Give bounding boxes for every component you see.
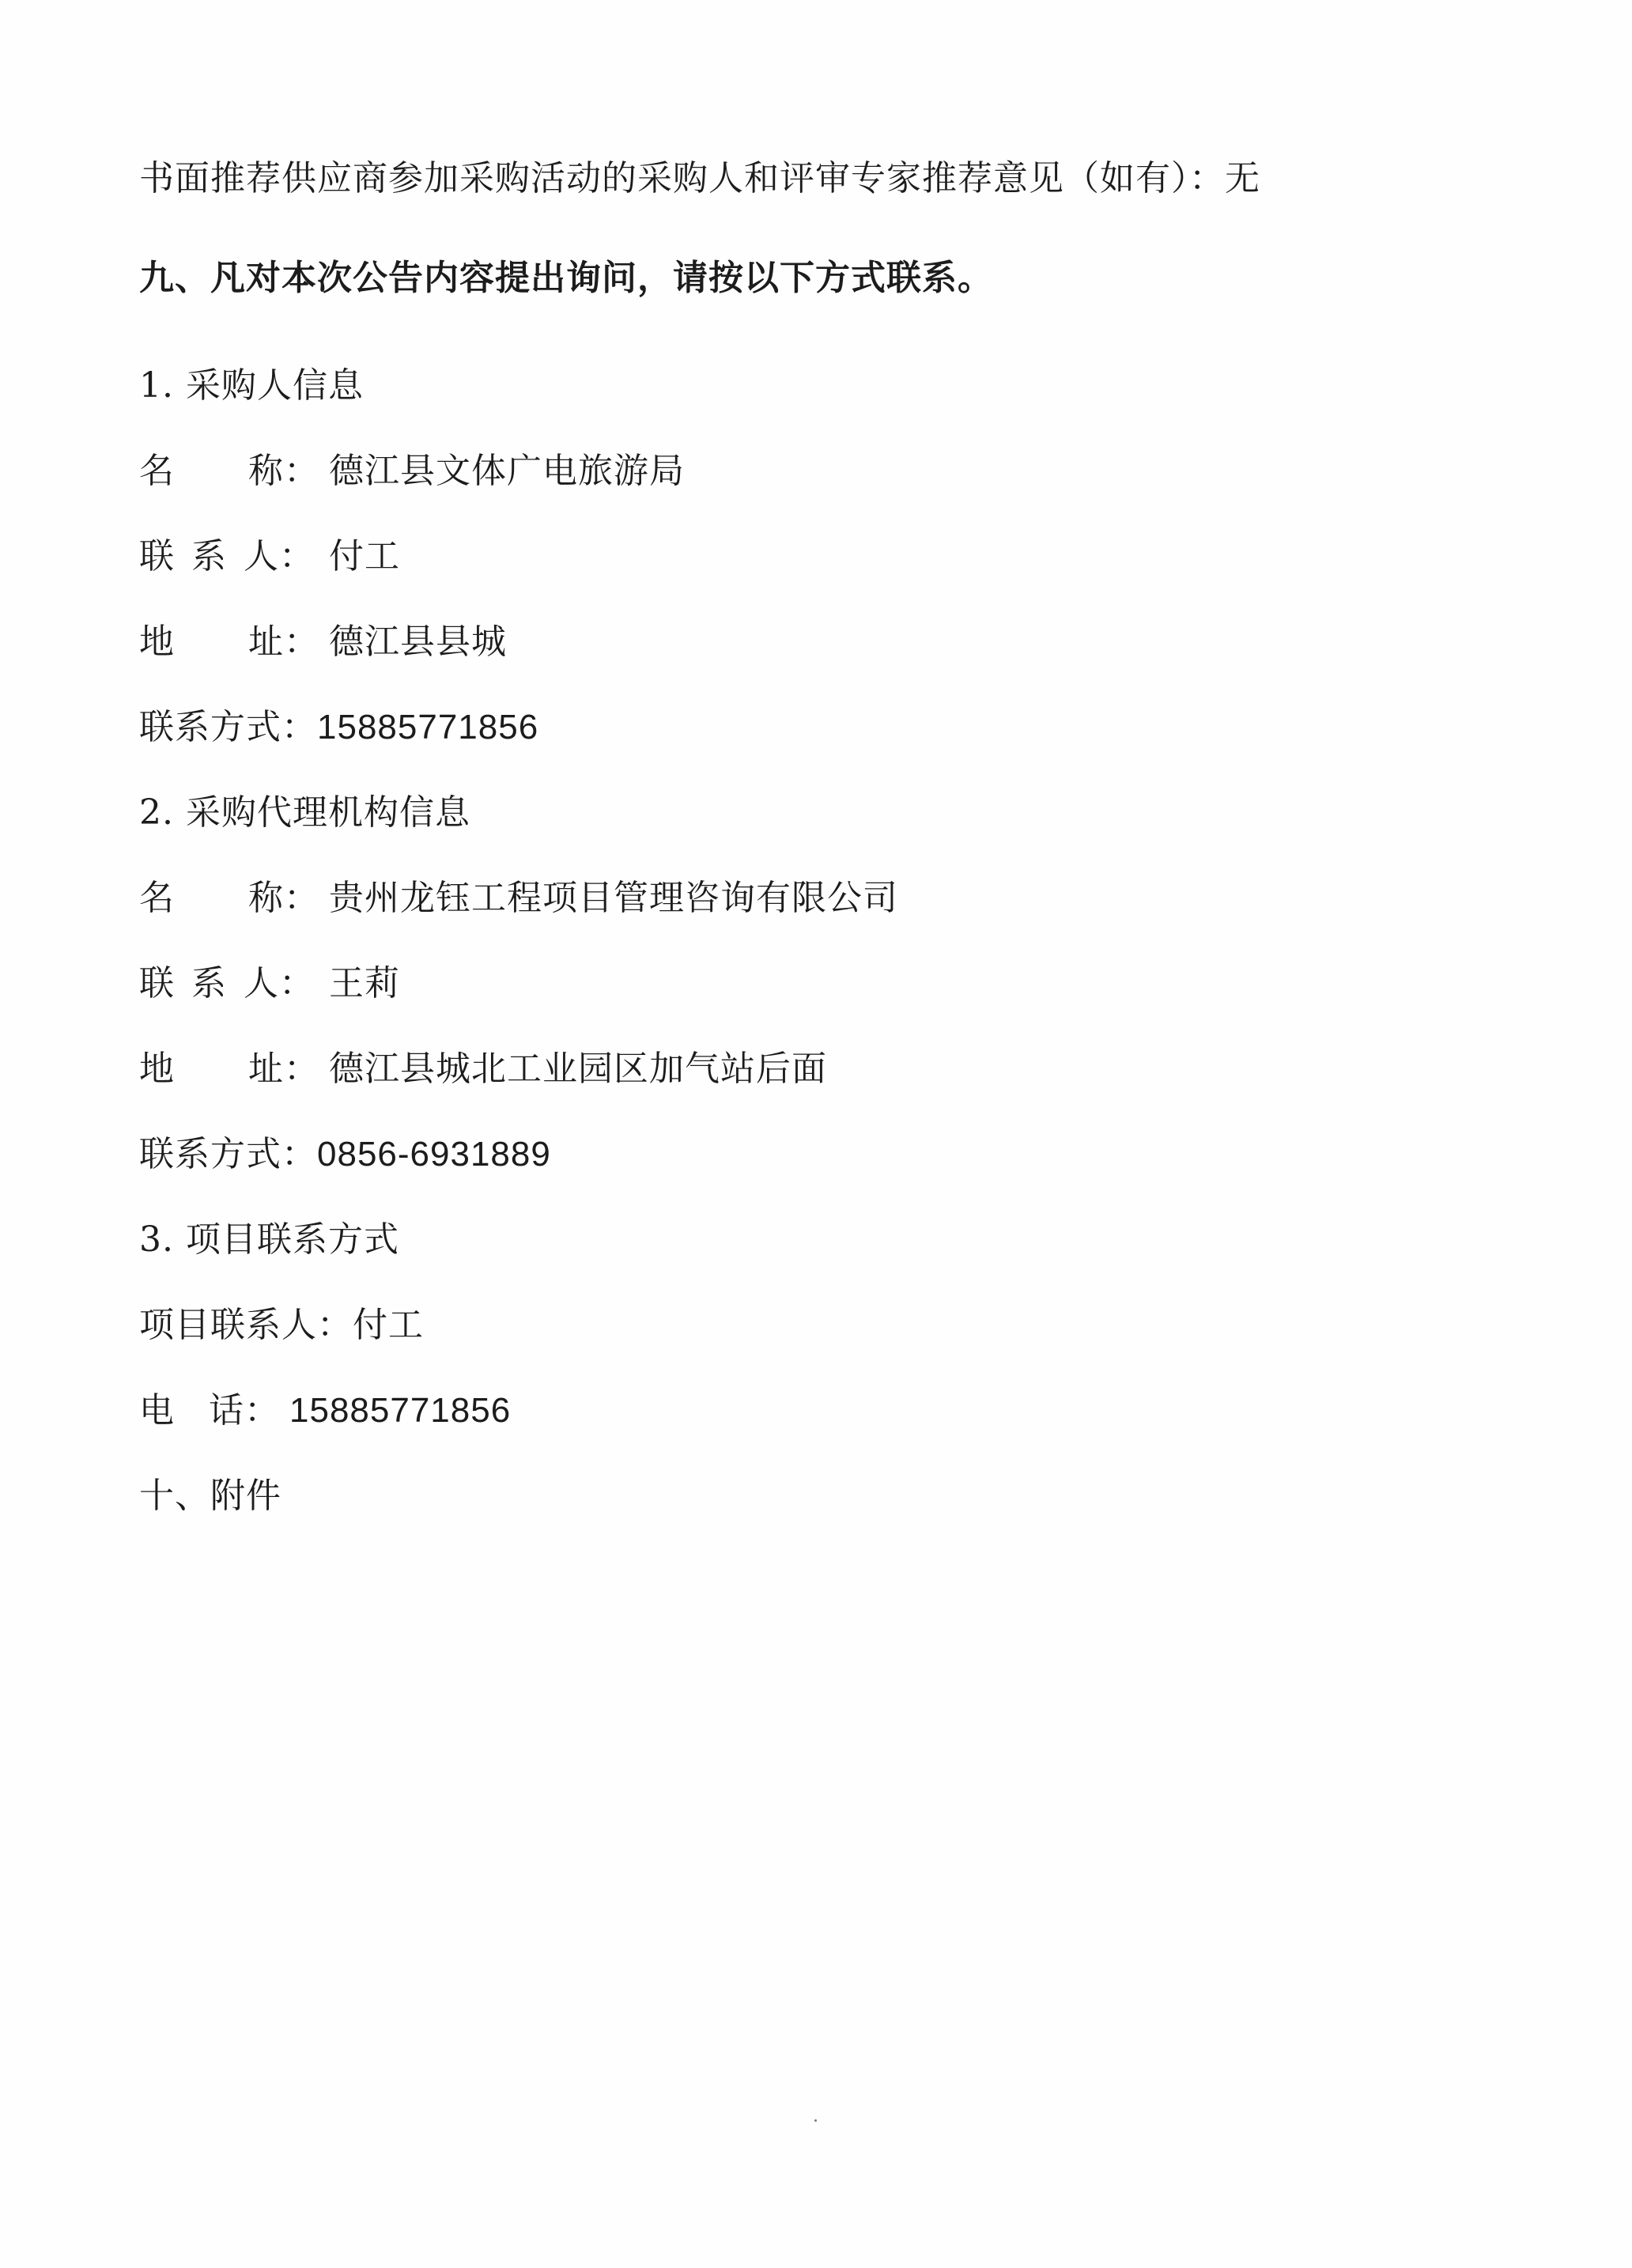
purchaser-name-label: 名 称： — [139, 451, 319, 491]
purchaser-name-row — [139, 449, 685, 493]
project-contact-heading-text: 3. 项目联系方式 — [139, 1219, 399, 1260]
purchaser-phone-row — [139, 705, 538, 750]
scan-speck — [814, 2119, 817, 2122]
purchaser-address-label: 地 址： — [139, 622, 319, 662]
project-contact-value: 付工 — [353, 1305, 424, 1345]
agency-phone-value: 0856-6931889 — [317, 1135, 551, 1174]
agency-info-heading — [139, 791, 470, 835]
project-tel-row — [139, 1389, 511, 1433]
agency-address-value: 德江县城北工业园区加气站后面 — [329, 1049, 827, 1089]
purchaser-address-value: 德江县县城 — [329, 622, 507, 662]
section-10-heading-text: 十、附件 — [139, 1476, 281, 1516]
agency-phone-label: 联系方式： — [139, 1134, 317, 1174]
agency-name-row — [139, 876, 898, 920]
purchaser-contact-row — [139, 535, 400, 579]
agency-phone-row — [139, 1132, 551, 1177]
purchaser-contact-label: 联 系 人： — [139, 536, 315, 576]
recommendation-opinion-text: 书面推荐供应商参加采购活动的采购人和评审专家推荐意见（如有）：无 — [139, 158, 1260, 198]
purchaser-info-heading — [139, 364, 364, 408]
section-9-heading — [139, 256, 993, 301]
agency-name-label: 名 称： — [139, 878, 319, 918]
purchaser-contact-value: 付工 — [329, 536, 400, 576]
purchaser-name-value: 德江县文体广电旅游局 — [329, 451, 685, 491]
section-9-heading-text: 九、凡对本次公告内容提出询问，请按以下方式联系。 — [139, 258, 993, 298]
agency-contact-label: 联 系 人： — [139, 963, 315, 1004]
agency-address-row — [139, 1047, 827, 1091]
agency-contact-value: 王莉 — [329, 963, 400, 1004]
project-tel-value: 15885771856 — [289, 1391, 512, 1430]
purchaser-phone-value: 15885771856 — [317, 708, 539, 747]
agency-info-heading-text: 2. 采购代理机构信息 — [139, 792, 470, 833]
project-contact-heading — [139, 1218, 399, 1262]
project-contact-row — [139, 1303, 424, 1348]
section-10-heading — [139, 1474, 281, 1518]
project-contact-label: 项目联系人： — [139, 1305, 353, 1345]
purchaser-info-heading-text: 1. 采购人信息 — [139, 365, 364, 406]
agency-contact-row — [139, 962, 400, 1006]
project-tel-label: 电 话： — [139, 1390, 280, 1431]
agency-address-label: 地 址： — [139, 1049, 319, 1089]
agency-name-value: 贵州龙钰工程项目管理咨询有限公司 — [329, 878, 898, 918]
purchaser-phone-label: 联系方式： — [139, 707, 317, 747]
recommendation-opinion-line — [139, 157, 1260, 201]
purchaser-address-row — [139, 620, 507, 664]
